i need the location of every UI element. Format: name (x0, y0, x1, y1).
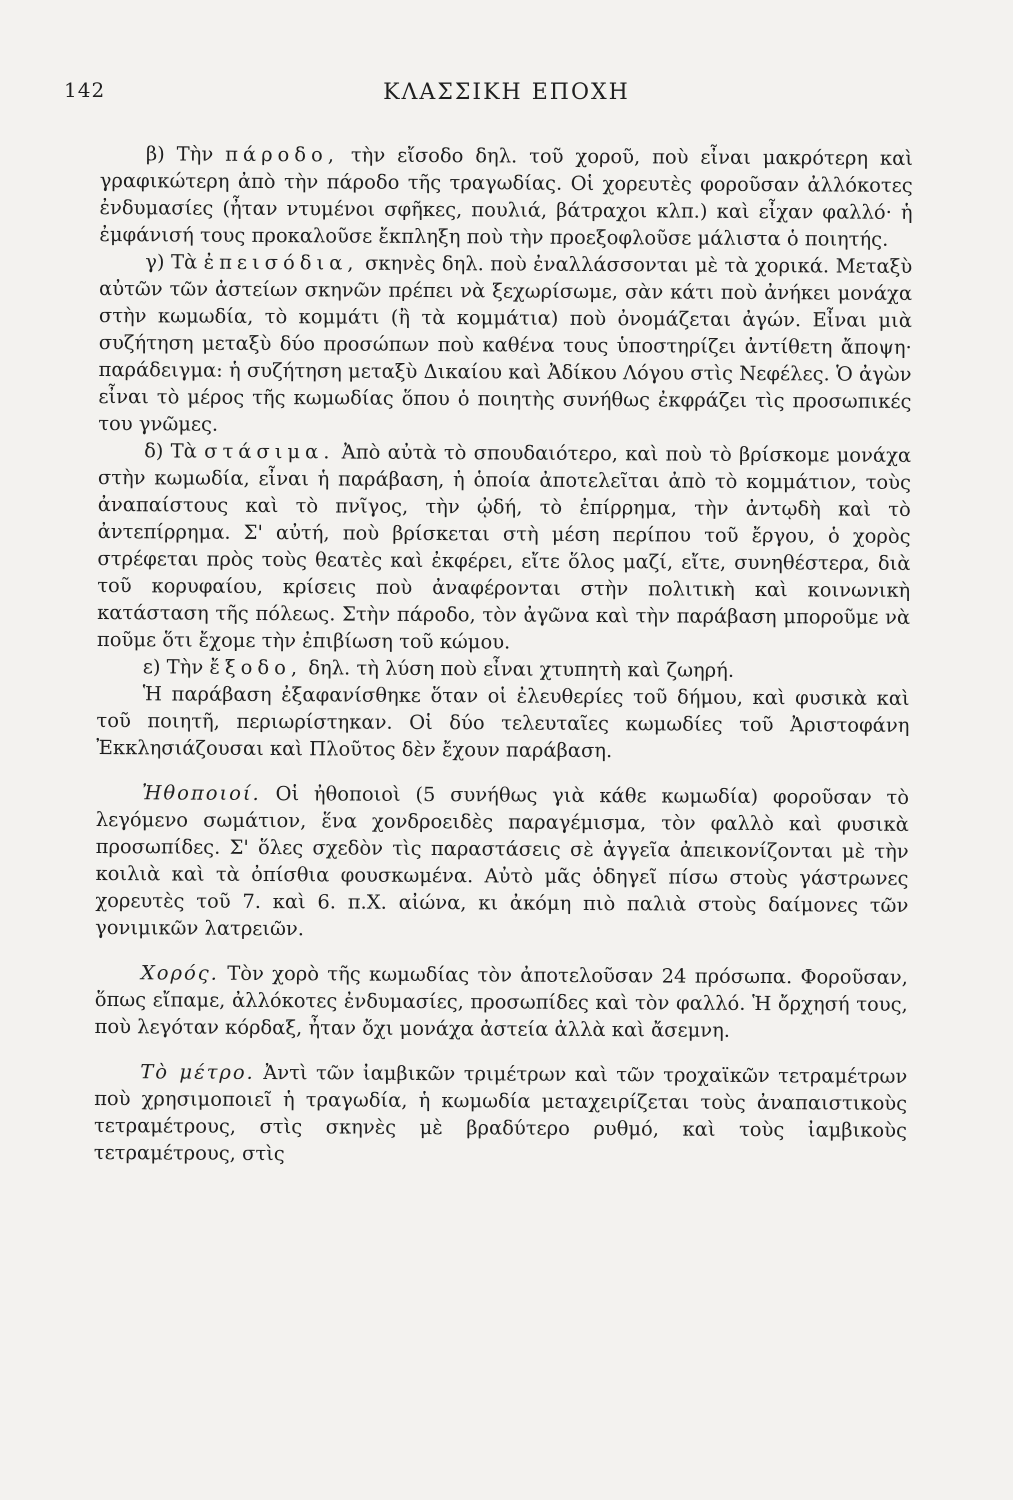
paragraph-text: Τὸν χορὸ τῆς κωμωδίας τὸν ἀποτελοῦσαν 24 πρόσωπα. Φοροῦσαν, ὅπως εἴπαμε, ἀλλόκοτες ἐνδυμασίες, προσωπίδες καὶ τὸν φαλλό. Ἡ ὄρχησή τους, ποὺ λεγόταν κόρδαξ, ἦταν ὄχι μονάχα ἀστεία ἀλλὰ καὶ ἄσεμνη. (94, 961, 908, 1042)
paragraph-chorus (95, 959, 908, 1045)
paragraph-text: Ἡ παράβαση ἐξαφανίσθηκε ὅταν οἱ ἐλευθερίες τοῦ δήμου, καὶ φυσικὰ καὶ τοῦ ποιητῆ, περιωρίστηκαν. Οἱ δύο τελευταῖες κωμωδίες τοῦ Ἀριστοφάνη Ἐκκλησιάζουσαι καὶ Πλοῦτος δὲν ἔχουν παράβαση. (96, 682, 910, 763)
list-label: δ) Τὰ (144, 439, 197, 463)
term: ἐπεισόδια, (203, 250, 359, 275)
running-head: ΚΛΑΣΣΙΚΗ ΕΠΟΧΗ (383, 80, 630, 105)
term: πάροδο, (225, 142, 340, 167)
paragraph-parodos (99, 140, 913, 253)
page-header (0, 72, 1013, 112)
section-heading: Τὸ μέτρο. (140, 1060, 255, 1084)
page-number: 142 (64, 78, 106, 102)
paragraph-text: δηλ. τὴ λύση ποὺ εἶναι χτυπητὴ καὶ ζωηρή. (308, 656, 735, 682)
paragraph-text: Ἀπὸ αὐτὰ τὸ σπουδαιότερο, καὶ ποὺ τὸ βρίσκομε μονάχα στὴν κωμωδία, εἶναι ἡ παράβαση, ἡ ὁποία ἀποτελεῖται ἀπὸ τὸ κομμάτιον, τοὺς ἀναπαίστους καὶ τὸ πνῖγος, τὴν ᾠδή, τὸ ἐπίρρημα, τὴν ἀντῳδὴ καὶ τὸ ἀντεπίρρημα. Σ' αὐτή, ποὺ βρίσκεται στὴ μέση περίπου τοῦ ἔργου, ὁ χορὸς στρέφεται πρὸς τοὺς θεατὲς καὶ ἐκφέρει, εἴτε ὅλος μαζί, εἴτε, συνηθέστερα, διὰ τοῦ κορυφαίου, κρίσεις ποὺ ἀναφέρονται στὴν πολιτικὴ καὶ κοινωνικὴ κατάσταση τῆς πόλεως. Στὴν πάροδο, τὸν ἀγῶνα καὶ τὴν παράβαση μποροῦμε νὰ ποῦμε ὅτι ἔχομε τὴν ἐπιβίωση τοῦ κώμου. (96, 440, 912, 654)
paragraph-text: Ἀντὶ τῶν ἰαμβικῶν τριμέτρων καὶ τῶν τροχαϊκῶν τετραμέτρων ποὺ χρησιμοποιεῖ ἡ τραγωδία, ἡ κωμωδία μεταχειρίζεται τοὺς ἀναπαιστικοὺς τετραμέτρους, στὶς σκηνὲς μὲ βραδύτερο ρυθμό, καὶ τοὺς ἰαμβικοὺς τετραμέτρους, στὶς (93, 1061, 908, 1166)
list-label: γ) Τὰ (145, 250, 198, 274)
body-text (94, 140, 913, 1171)
paragraph-epeisodia (98, 248, 912, 442)
term: ἔξοδο, (209, 655, 303, 680)
section-heading: Χορός. (140, 961, 219, 985)
paragraph-parabasis-note (96, 680, 909, 766)
term: στάσιμα. (204, 439, 335, 464)
list-label: β) Τὴν (145, 142, 214, 166)
paragraph-metre (94, 1058, 908, 1171)
paragraph-actors (95, 779, 909, 946)
paragraph-text: σκηνὲς δηλ. ποὺ ἐναλλάσσονται μὲ τὰ χορικά. Μεταξὺ αὐτῶν τῶν ἀστείων σκηνῶν πρέπει νὰ ξεχωρίσωμε, σὰν κάτι ποὺ ἀνήκει μονάχα στὴν κωμωδία, τὸ κομμάτι (ἢ τὰ κομμάτια) ποὺ ὀνομάζεται ἀγών. Εἶναι μιὰ συζήτηση μεταξὺ δύο προσώπων ποὺ καθένα τους ὑποστηρίζει ἀντίθετη ἄποψη· παράδειγμα: ἡ συζήτηση μεταξὺ Δικαίου καὶ Ἀδίκου Λόγου στὶς Νεφέλες. Ὁ ἀγὼν εἶναι τὸ μέρος τῆς κωμωδίας ὅπου ὁ ποιητὴς συνήθως ἐκφράζει τὶς προσωπικές του γνῶμες. (98, 251, 913, 436)
paragraph-text: Οἱ ἠθοποιοὶ (5 συνήθως γιὰ κάθε κωμωδία) φοροῦσαν τὸ λεγόμενο σωμάτιον, ἕνα χονδροειδὲς παραγέμισμα, τὸν φαλλὸ καὶ φυσικὰ προσωπίδες. Σ' ὅλες σχεδὸν τὶς παραστάσεις σὲ ἀγγεῖα ἀπεικονίζονται μὲ τὴν κοιλιὰ καὶ τὰ ὀπίσθια φουσκωμένα. Αὐτὸ μᾶς ὁδηγεῖ πίσω στοὺς γάστρωνες χορευτὲς τοῦ 7. καὶ 6. π.Χ. αἰώνα, κι ἀκόμη πιὸ παλιὰ στοὺς δαίμονες τῶν γονιμικῶν λατρειῶν. (95, 782, 910, 941)
paragraph-stasima (97, 437, 911, 658)
paragraph-text: τὴν εἴσοδο δηλ. τοῦ χοροῦ, ποὺ εἶναι μακρότερη καὶ γραφικώτερη ἀπὸ τὴν πάροδο τῆς τραγωδίας. Οἱ χορευτὲς φοροῦσαν ἀλλόκοτες ἐνδυμασίες (ἦταν ντυμένοι σφῆκες, πουλιά, βάτραχοι κλπ.) καὶ εἶχαν φαλλό· ἡ ἐμφάνισή τους προκαλοῦσε ἔκπληξη ποὺ τὴν προεξοφλοῦσε μάλιστα ὁ ποιητής. (99, 143, 914, 251)
section-heading: Ἠθοποιοί. (141, 781, 261, 805)
list-label: ε) Τὴν (142, 655, 204, 679)
